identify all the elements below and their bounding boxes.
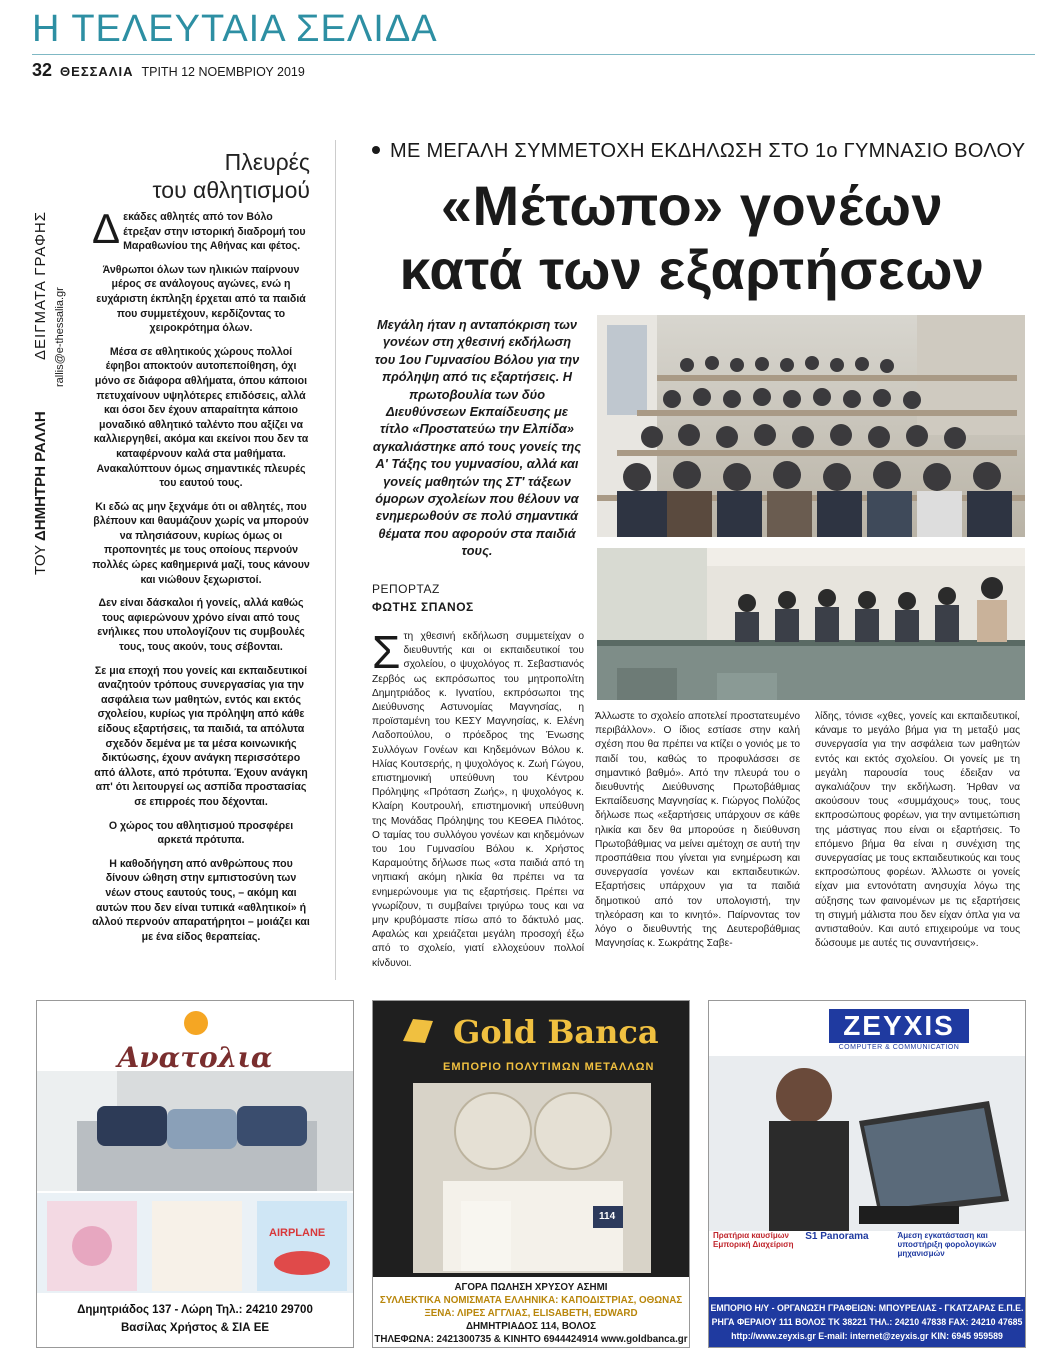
column-title-line1: Πλευρές — [224, 149, 310, 175]
author-prefix: ΤΟΥ — [32, 545, 49, 575]
column-series-tag: ΔΕΙΓΜΑΤΑ ΓΡΑΦΗΣ — [32, 210, 49, 360]
zeyxis-logo: ZEYXIS — [829, 1009, 969, 1043]
goldbanca-line1: ΑΓΟΡΑ ΠΩΛΗΣΗ ΧΡΥΣΟΥ ΑΣΗΜΙ — [454, 1282, 608, 1293]
audience-photo-image — [597, 315, 1025, 537]
column-divider — [335, 140, 336, 980]
newspaper-name: ΘΕΣΣΑΛΙΑ — [60, 64, 134, 79]
column-author — [32, 411, 49, 575]
article-paragraph — [372, 626, 584, 971]
anatolia-ad[interactable] — [36, 1000, 354, 1348]
column-paragraph-text: εκάδες αθλητές από τον Βόλο έτρεξαν στην ιστορική διαδρομή του Μαραθωνίου της Αθήνας και φέτος. — [123, 211, 306, 253]
goldbanca-footer — [373, 1277, 689, 1347]
zeyxis-tagline: COMPUTER & COMMUNICATION — [838, 1044, 960, 1051]
zeyxis-product-fuel: Πρατήρια καυσίμων Εμπορική Διαχείριση — [713, 1231, 794, 1249]
anatolia-owner: Βασίλας Χρήστος & ΣΙΑ ΕΕ — [120, 1322, 270, 1334]
column-dropcap: Δ — [92, 205, 121, 252]
shop-number: 114 — [599, 1211, 616, 1222]
goldbanca-line3: ΞΕΝΑ: ΛΙΡΕΣ ΑΓΓΛΙΑΣ, ELISABETH, EDWARD — [424, 1308, 638, 1319]
goldbanca-tagline: ΕΜΠΟΡΙΟ ΠΟΛΥΤΙΜΩΝ ΜΕΤΑΛΛΩΝ — [443, 1061, 655, 1073]
byline-name: ΦΩΤΗΣ ΣΠΑΝΟΣ — [372, 600, 474, 614]
zeyxis-footer-line2: ΡΗΓΑ ΦΕΡΑΙΟΥ 111 ΒΟΛΟΣ ΤΚ 38221 ΤΗΛ.: 24210 47838 FAX: 24210 47685 — [711, 1317, 1023, 1327]
anatolia-contact — [37, 1301, 353, 1337]
article-column-1 — [372, 626, 584, 971]
audience-photo — [597, 315, 1025, 537]
zeyxis-ad[interactable] — [708, 1000, 1026, 1348]
bullet-icon — [372, 146, 380, 154]
article-paragraph: Άλλωστε το σχολείο αποτελεί προστατευμένο περιβάλλον». Ο ίδιος εστίασε στην καλή σχέση που θα πρέπει να κτίζει ο γονιός με το παιδί του, καθώς το προφυλάσσει σε σημαντικό βαθμό». Από την πλευρά του ο διευθυντής Διεύθυνσης Πρωτοβάθμιας Εκπαίδευσης Μαγνησίας κ. Γιώργος Πολύζος δήλωσε πως «εξαρτήσεις υπάρχουν σε κάθε ηλικία και δεν θα μπορούσε η διεύθυνση Πρωτοβάθμιας να μείνει αμέτοχη σε αυτή την προσπάθεια που γίνεται για ενημέρωση και συνεργασία γονέων και εκπαιδευτικών. Εξαρτήσεις υπάρχουν για τα παιδιά δημοτικού από τον υπολογιστή, την τηλεόραση και το κινητό». Παίρνοντας τον λόγο ο διευθυντής της Δευτεροβάθμιας Μαγνησίας κ. Σωκράτης Σαβε- — [595, 711, 800, 950]
byline-label: ΡΕΠΟΡΤΑΖ — [372, 582, 440, 596]
panel-photo — [597, 548, 1025, 700]
header-rule — [32, 54, 1035, 55]
article-column-2 — [595, 710, 800, 951]
pillow-text: AIRPLANE — [269, 1227, 326, 1239]
article-kicker — [372, 140, 1025, 163]
article-headline — [372, 174, 1012, 302]
goldbanca-ad[interactable] — [372, 1000, 690, 1348]
column-paragraph: Δεν είναι δάσκαλοι ή γονείς, αλλά καθώς τους αφιερώνουν χρόνο είναι από τους ενήλικες που υπολογίζουν τις συμβουλές τους, τους ακούν, τους σέβονται. — [97, 597, 305, 654]
article-dropcap: Σ — [372, 626, 401, 678]
goldbanca-line5: ΤΗΛΕΦΩΝΑ: 2421300735 & ΚΙΝΗΤΟ 6944424914 www.goldbanca.gr — [374, 1334, 688, 1345]
zeyxis-products — [709, 1231, 1025, 1291]
author-email: rallis@e-thessalia.gr — [54, 287, 66, 387]
article-column-3 — [815, 710, 1020, 951]
sun-icon — [184, 1011, 208, 1035]
column-title — [60, 148, 310, 204]
column-paragraph: Άνθρωποι όλων των ηλικιών παίρνουν μέρος σε ανάλογους αγώνες, ενώ η ευχάριστη έκπληξη έρχεται από τα παιδιά που συμμετέχουν, κερδίζοντας το χειροκρότημα όλων. — [96, 263, 306, 335]
goldbanca-line4: ΔΗΜΗΤΡΙΑΔΟΣ 114, ΒΟΛΟΣ — [465, 1321, 597, 1332]
anatolia-logo: Ανατολια — [117, 1041, 273, 1074]
column-paragraph: Η καθοδήγηση από ανθρώπους που δίνουν ώθηση στην εμπιστοσύνη των νέων στους εαυτούς τους, – ακόμη και αυτών που δεν είναι τυπικά «αθλητικοί» ή αλλού περνούν απαρατήρητοι – μοιάζει και με ένα είδος θεραπείας. — [92, 857, 310, 943]
column-body — [92, 205, 310, 953]
column-title-line2: του αθλητισμού — [152, 177, 310, 203]
article-lede: Μεγάλη ήταν η ανταπόκριση των γονέων στη χθεσινή εκδήλωση του 1ου Γυμνασίου Βόλου για την πρόληψη από τις εξαρτήσεις. Η πρωτοβουλία των δύο Διευθύνσεων Εκπαίδευσης με τίτλο «Προστατεύω την Ελπίδα» αγκαλιάστηκε από τους γονείς της Α' Τάξης του γυμνασίου, αλλά και γονείς μαθητών της ΣΤ' τάξεων όμορων σχολείων που θέλουν να ενημερωθούν σε πολύ σημαντικά θέματα που αφορούν στα παιδιά τους. — [372, 317, 582, 559]
column-paragraph: Σε μια εποχή που γονείς και εκπαιδευτικοί αναζητούν τρόπους συνεργασίας για την ασφάλεια των μαθητών, εντός και εκτός σχολείου, κυρίως για πρόληψη από κάθε είδους εξαρτήσεις, τα παιδιά, τα απόλυτα σχεδόν δεμένα με τα μέσα κοινωνικής δικτύωσης, έχουν ανάγκη περισσότερο από άλλοτε, από πρότυπα. Έχουν ανάγκη απ' ότι λειτουργεί ως ασπίδα προστασίας σε επιρροές που δέχονται. — [94, 664, 308, 808]
section-title: Η ΤΕΛΕΥΤΑΙΑ ΣΕΛΙΔΑ — [32, 8, 438, 50]
kicker-text: ΜΕ ΜΕΓΑΛΗ ΣΥΜΜΕΤΟΧΗ ΕΚΔΗΛΩΣΗ ΣΤΟ 1ο ΓΥΜΝΑΣΙΟ ΒΟΛΟΥ — [390, 140, 1026, 162]
panel-photo-image — [597, 548, 1025, 700]
column-paragraph: Μέσα σε αθλητικούς χώρους πολλοί έφηβοι αποκτούν αυτοπεποίθηση, όχι μόνο σε διάφορα αθλήματα, όπου κάποιοι πετυχαίνουν υψηλότερες επιδόσεις, αλλά και όσοι δεν έχουν απαραίτητα κάποιο μοναδικό αθλητικό ταλέντο που αξίζει να καλλιεργηθεί, ακόμα και εκείνοι που δεν τα καταφέρνουν καλά στα μαθήματα. Ανακαλύπτουν όμως σημαντικές πλευρές του εαυτού τους. — [93, 345, 309, 490]
column-paragraph: Κι εδώ ας μην ξεχνάμε ότι οι αθλητές, που βλέπουν και θαυμάζουν χωρίς να μπορούν να πλησιάσουν, κυρίως όμως οι προπονητές με τους οποίους περνούν πολλές ώρες καθημερινά μαζί, τους κάνουν και νιώθουν ξεχωριστοί. — [92, 500, 310, 586]
zeyxis-ad-image — [709, 1001, 1026, 1348]
zeyxis-footer-line1: ΕΜΠΟΡΙΟ Η/Υ - ΟΡΓΑΝΩΣΗ ΓΡΑΦΕΙΩΝ: ΜΠΟΥΡΕΛΙΑΣ - ΓΚΑΤΖΑΡΑΣ Ε.Π.Ε. — [710, 1303, 1024, 1313]
anatolia-address: Δημητριάδος 137 - Λώρη Τηλ.: 24210 29700 — [77, 1304, 313, 1316]
zeyxis-product-panorama: S1 Panorama — [805, 1231, 869, 1242]
issue-date: ΤΡΙΤΗ 12 ΝΟΕΜΒΡΙΟΥ 2019 — [141, 65, 305, 79]
page-number: 32 — [32, 60, 53, 80]
article-text: τη χθεσινή εκδήλωση συμμετείχαν ο διευθυντής και οι εκπαιδευτικοί του σχολείου, ο ψυχολόγος π. Σεβαστιανός Ζερβός ως εκπρόσωπος του μητροπολίτη Δημητριάδος κ. Ιγνατίου, εκπρόσωποι της Διεύθυνσης Αστυνομίας Μαγνησίας, η προϊσταμένη του ΚΕΣΥ Μαγνησίας, κ. Ελένη Λαδοπούλου, ο πρόεδρος της Ένωσης Συλλόγων Γονέων και Κηδεμόνων Βόλου κ. Ηλίας Κουτσερής, η ψυχολόγος κ. Ζωή Γώγου, επιστημονική υπεύθυνη του Κέντρου Πρόληψης «Πρόταση Ζωής», η ψυχολόγος κ. Κλαίρη Κουτρουλή, επιστημονική υπεύθυνη της Μονάδας Πρόληψης του ΚΕΘΕΑ Πιλότος. Ο ταμίας του συλλόγου γονέων και κηδεμόνων του 1ου Γυμνασίου Βόλου κ. Χρήστος Καραμούτης δήλωσε πως «στα παιδιά από τη νηπιακή ακόμη ηλικία θα πρέπει να τα ενημερώνουμε για τις εξαρτήσεις. Πρέπει να γνωρίζουν, τι συμβαίνει τριγύρω τους και να μην κρυβόμαστε πίσω από το δάκτυλό μας. Αφαλώς και χρειάζεται μεγάλη προσοχή έξω από το σχολείο, γιατί ελλοχεύουν πολλοί κίνδυνοι. — [372, 631, 584, 969]
goldbanca-logo: Gold Banca — [453, 1013, 659, 1051]
author-name: ΔΗΜΗΤΡΗ ΡΑΛΛΗ — [32, 411, 49, 542]
zeyxis-product-fiscal: Άμεση εγκατάσταση και υποστήριξη φορολογικών μηχανισμών — [897, 1231, 997, 1258]
folio — [32, 60, 305, 81]
headline-line2: κατά των εξαρτήσεων — [399, 238, 985, 301]
zeyxis-footer — [709, 1297, 1025, 1347]
column-paragraph: Ο χώρος του αθλητισμού προσφέρει αρκετά πρότυπα. — [108, 819, 294, 847]
column-paragraph — [92, 205, 310, 254]
zeyxis-footer-line3: http://www.zeyxis.gr E-mail: internet@zeyxis.gr ΚΙΝ: 6945 959589 — [731, 1331, 1003, 1341]
article-paragraph: λίδης, τόνισε «χθες, γονείς και εκπαιδευτικοί, κάναμε το μεγάλο βήμα για τη μεταξύ μας συνεργασία για την ασφάλεια των μαθητών εντός και εκτός σχολείου. Οι γονείς με τη μεγάλη παρουσία τους έδειξαν να αγκαλιάζουν την εκδήλωση. Ήρθαν να ακούσουν τους «συμμάχους» τους, τους εκπροσώπους φορέων, για την αντιμετώπιση της μάστιγας που είναι οι εξαρτήσεις. Το επόμενο βήμα θα είναι η συνέχιση της συνεργασίας με τους εκπαιδευτικούς και τους εκπροσώπους φορέων. Άλλωστε οι γονείς είχαν μια εντονότατη ανησυχία λόγω της αύξησης των φαινομένων με τις εξαρτήσεις τη στιγμή μάλιστα που δεν είχαν όπλα για να αντισταθούν. Και αυτό επιχειρούμε να τους δώσουμε με αυτές τις συναντήσεις». — [815, 711, 1020, 950]
goldbanca-line2: ΣΥΛΛΕΚΤΙΚΑ ΝΟΜΙΣΜΑΤΑ ΕΛΛΗΝΙΚΑ: ΚΑΠΟΔΙΣΤΡΙΑΣ, ΟΘΩΝΑΣ — [379, 1295, 683, 1306]
headline-line1: «Μέτωπο» γονέων — [440, 174, 944, 237]
